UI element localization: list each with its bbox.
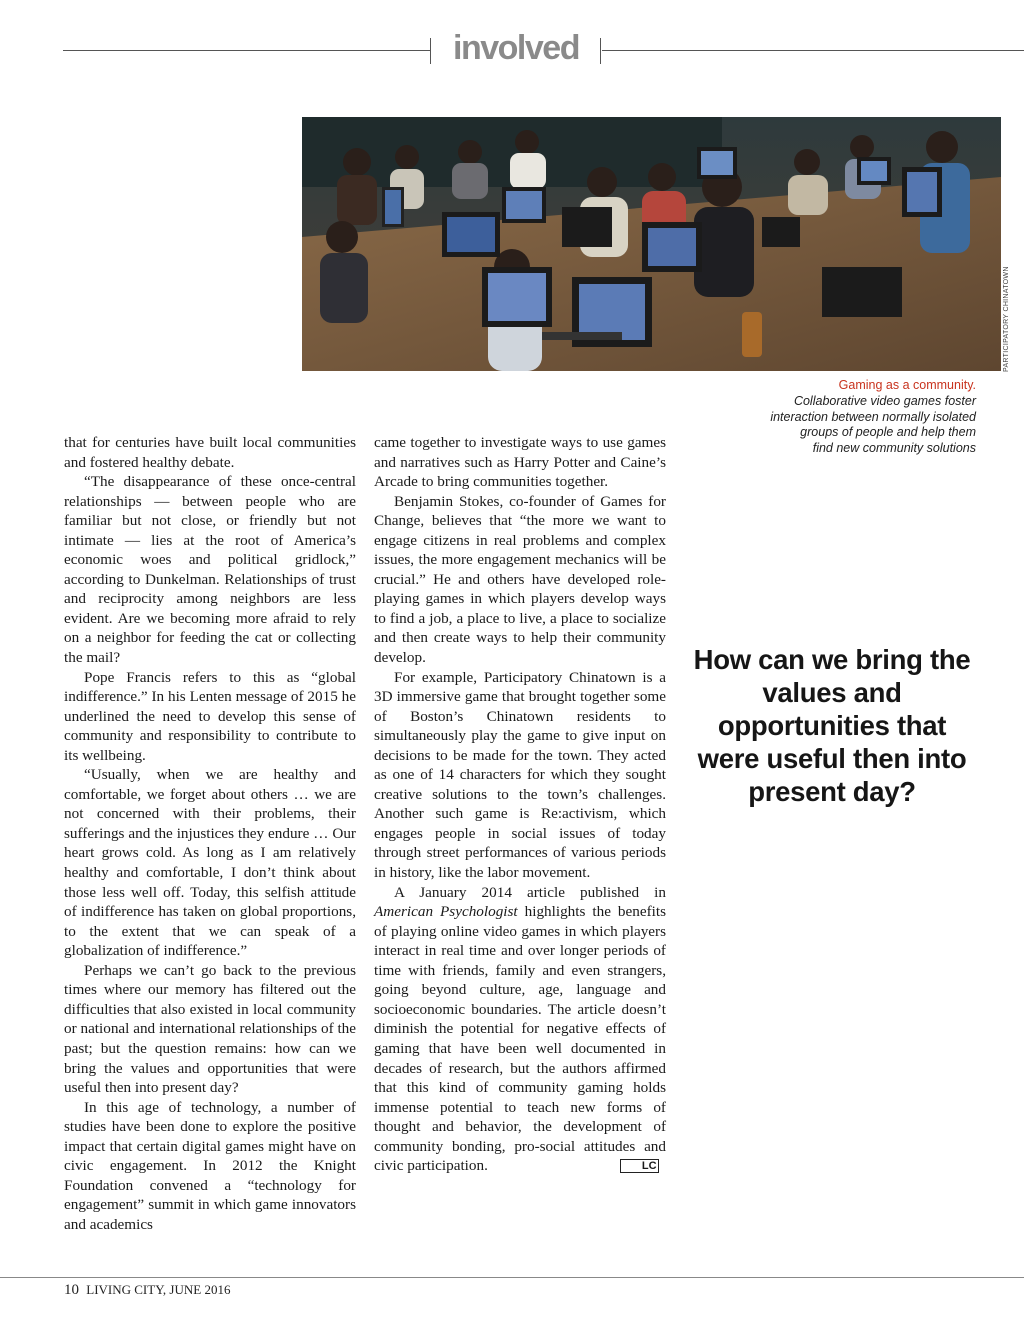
- page-number: 10: [64, 1282, 79, 1298]
- caption-title: Gaming as a community.: [838, 378, 976, 392]
- article-photo: [302, 117, 1001, 371]
- end-mark-icon: LC: [620, 1159, 659, 1173]
- footer-rule: [0, 1277, 1024, 1278]
- paragraph: [374, 883, 666, 1176]
- section-title: involved: [453, 29, 579, 67]
- paragraph: Pope Francis refers to this as “global indifference.” In his Lenten message of 2015 he underlined the need to develop this sense of community and responsibility to contribute to its wellbeing.: [64, 668, 356, 764]
- paragraph: Perhaps we can’t go back to the previous times where our memory has filtered out the difficulties that also existed in local community or national and international relationships of the past; but the question remains: how can we bring the values and opportunities that were useful then into present day?: [64, 961, 356, 1097]
- paragraph-text: highlights the benefits of playing online video games in which players interact in real time and over longer periods of time with friends, family and even strangers, going beyond culture, age, language and socioeconomic boundaries. The article doesn’t diminish the potential for negative effects of gaming that have been well documented in decades of research, but the authors affirmed that this kind of community gaming holds immense potential to teach new forms of thought and behavior, the development of community bonding, pro-social attitudes and civic participation.: [374, 903, 666, 1175]
- article-column-left: [64, 433, 356, 1234]
- header-rule-right: [602, 50, 1024, 51]
- paragraph: In this age of technology, a number of studies have been done to explore the positive impact that certain digital games might have on civic engagement. In 2012 the Knight Foundation convened a “technology for engagement” summit in which game innovators and academics: [64, 1098, 356, 1233]
- paragraph: For example, Participatory Chinatown is a 3D immersive game that brought together some of Boston’s Chinatown residents to simultaneously play the game to give input on decisions to be made for the town. They acted as one of 14 characters for which they sought creative solutions to the town’s challenges. Another such game is Re:activism, which engages people in social issues of today through street performances of various periods in history, like the labor movement.: [374, 668, 666, 882]
- photo-caption: [716, 378, 976, 457]
- paragraph: “Usually, when we are healthy and comfortable, we forget about others … we are not concerned with their problems, their sufferings and the injustices they endure … Our heart grows cold. As long as I am relatively healthy and comfortable, I don’t think about those less well off. Today, this selfish attitude of indifference has taken on global proportions, to the extent that we can speak of a globalization of indifference.”: [64, 766, 356, 960]
- paragraph: that for centuries have built local communities and fostered healthy debate.: [64, 434, 356, 471]
- header-tick-right: [600, 38, 601, 64]
- caption-line: groups of people and help them: [800, 425, 976, 440]
- caption-line: Collaborative video games foster: [793, 393, 976, 408]
- page-folio: [64, 1282, 230, 1299]
- pull-quote: How can we bring the values and opportunities that were useful then into present day?: [693, 644, 971, 807]
- paragraph-text: A January 2014 article published in: [394, 883, 666, 901]
- header-rule-left: [63, 50, 430, 51]
- photo-credit: PARTICIPATORY CHINATOWN: [1003, 266, 1010, 372]
- caption-line: interaction between normally isolated: [770, 409, 976, 424]
- paragraph: came together to investigate ways to use games and narratives such as Harry Potter and Caine’s Arcade to bring communities together.: [374, 434, 666, 491]
- photo-gaming-community-icon: [302, 117, 1001, 371]
- paragraph: “The disappearance of these once-central relationships — between people who are familiar but not close, or friendly but not intimate — lies at the root of America’s economic woes and political gridlock,” according to Dunkelman. Relationships of trust and reciprocity among neighbors are less evident. Are we becoming more afraid to rely on a neighbor for feeding the cat or collecting the mail?: [64, 473, 356, 667]
- header-tick-left: [430, 38, 431, 64]
- publication-name: LIVING CITY, JUNE 2016: [86, 1282, 231, 1297]
- journal-title: American Psychologist: [374, 903, 518, 921]
- article-column-middle: [374, 433, 666, 1176]
- paragraph: Benjamin Stokes, co-founder of Games for Change, believes that “the more we want to engage citizens in real problems and complex issues, the more engagement mechanics will be crucial.” He and others have developed role-playing games in which players develop ways to find a job, a place to live, a place to socialize and then create ways to help their community develop.: [374, 492, 666, 667]
- caption-line: find new community solutions: [812, 441, 976, 456]
